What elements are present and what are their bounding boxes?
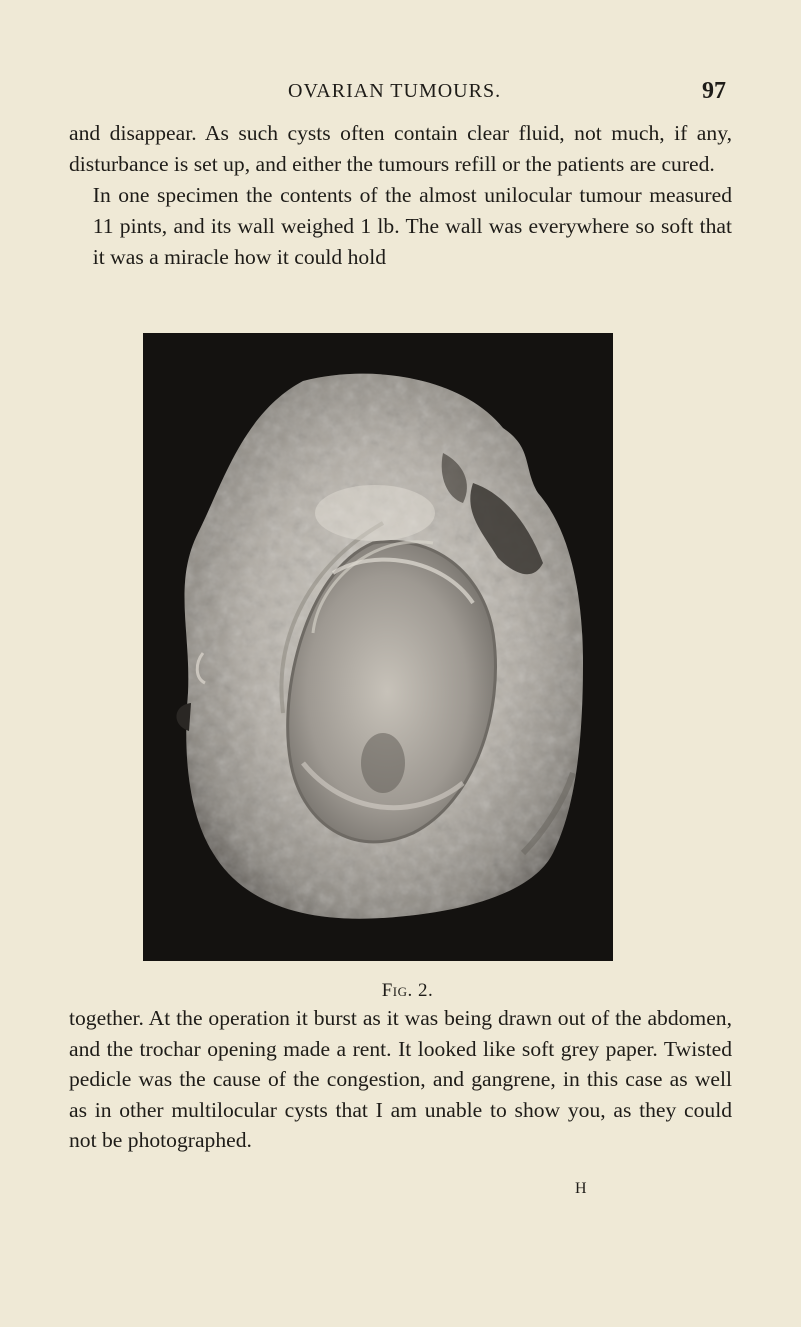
running-head [0, 80, 801, 110]
specimen-photo-illustration [143, 333, 613, 961]
signature-mark: H [575, 1180, 587, 1197]
page-number: 97 [702, 78, 726, 104]
body-text-top [69, 118, 732, 273]
figure-photograph [143, 333, 613, 961]
paragraph-continuation: and disappear. As such cysts often contain clear fluid, not much, if any, disturbance is set up, and either the tumours refill or the patients are cured. [69, 121, 732, 176]
body-text-bottom: together. At the operation it burst as it was being drawn out of the abdomen, and the trochar opening made a rent. It looked like soft grey paper. Twisted pedicle was the cause of the congestion, and gangrene, in this case as well as in other multilocular cysts that I am unable to show you, as they could not be photographed. [69, 1006, 732, 1152]
figure-caption: Fig. 2. [381, 980, 434, 1001]
running-title: OVARIAN TUMOURS. [288, 80, 502, 102]
paragraph-specimen: In one specimen the contents of the almost unilocular tumour measured 11 pints, and its wall weighed 1 lb. The wall was everywhere so soft that it was a miracle how it could hold [92, 183, 732, 269]
